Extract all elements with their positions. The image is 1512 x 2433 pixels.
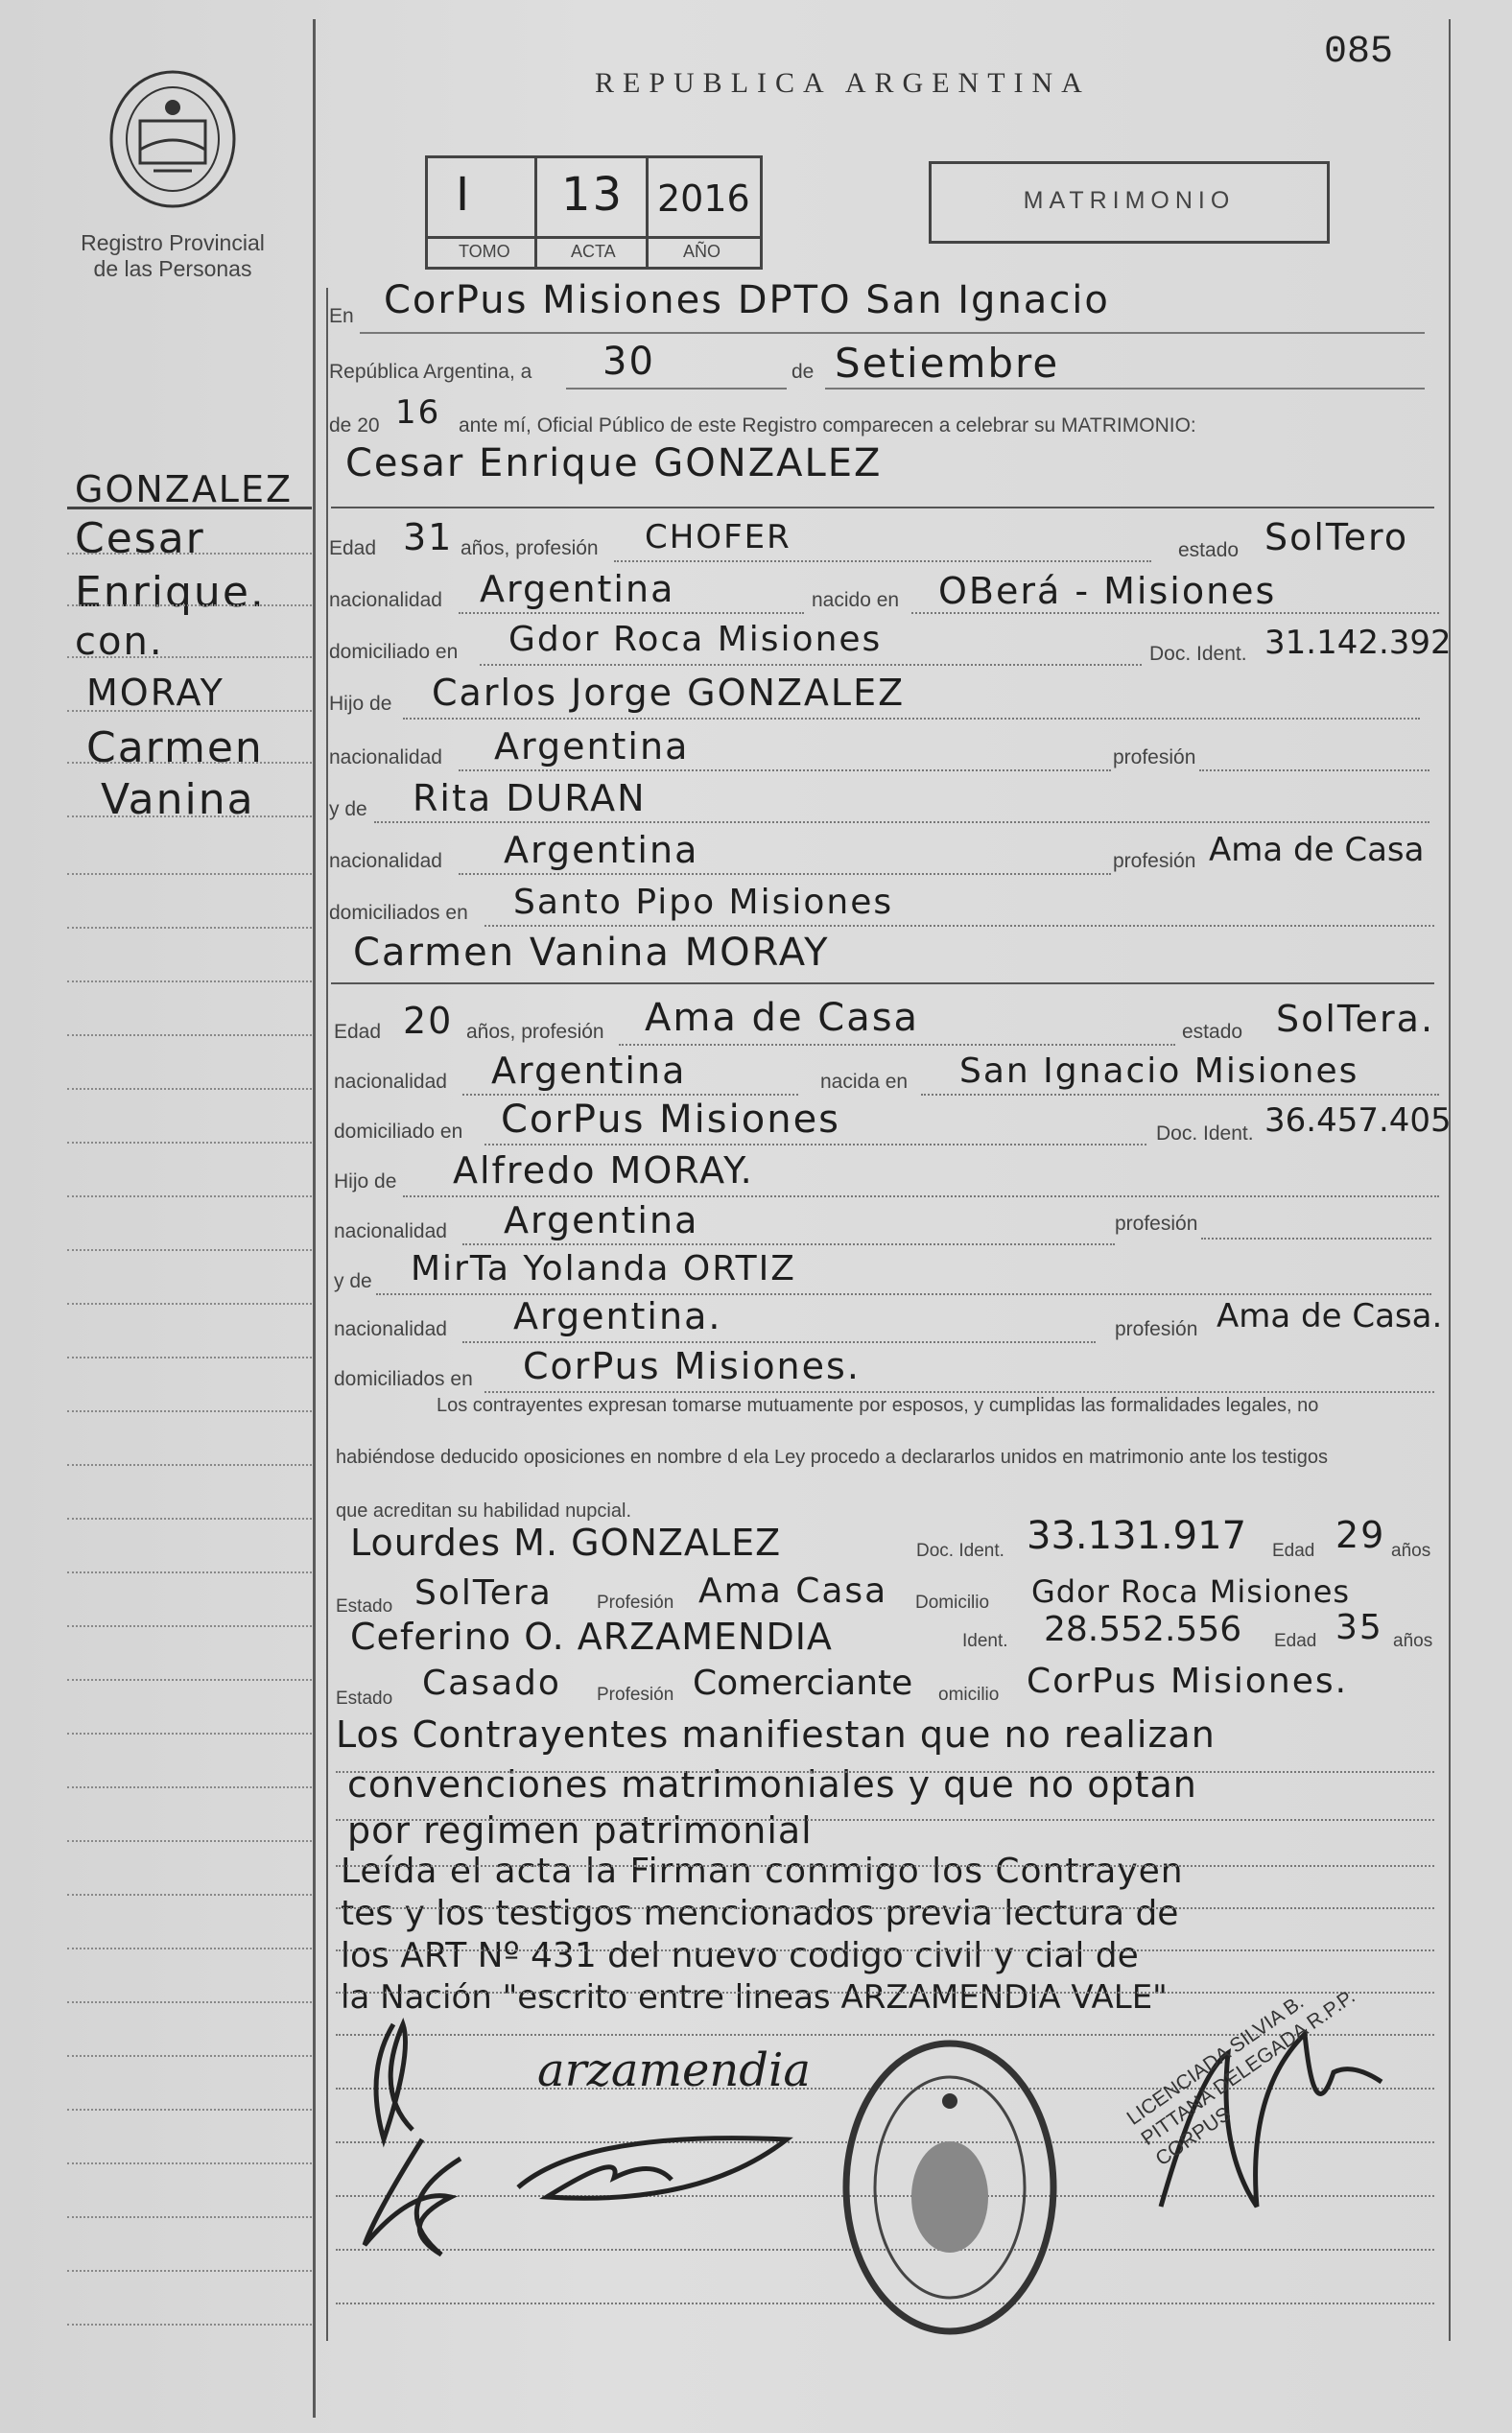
bride-mother-profession: Ama de Casa. <box>1217 1297 1443 1335</box>
place-value: CorPus Misiones DPTO San Ignacio <box>384 278 1110 322</box>
margin-rule <box>67 980 312 982</box>
groom-profession-line <box>614 560 1151 562</box>
record-box-divider-2 <box>646 155 649 267</box>
groom-age: 31 <box>403 516 454 558</box>
day-line <box>566 388 787 390</box>
y-de-label: y de <box>334 1270 372 1292</box>
day-value: 30 <box>602 340 655 384</box>
witness-domicilio-label: omicilio <box>938 1685 1000 1705</box>
groom-father: Carlos Jorge GONZALEZ <box>432 672 906 714</box>
witness-edad-label: Edad <box>1272 1541 1315 1561</box>
margin-rule <box>67 2001 312 2003</box>
margin-rule <box>67 1571 312 1573</box>
witness-doc-label: Ident. <box>962 1631 1008 1651</box>
witness-2-doc: 28.552.556 <box>1044 1610 1242 1649</box>
margin-rule <box>67 1840 312 1842</box>
witness-anos-label: años <box>1391 1541 1431 1561</box>
margin-rule <box>67 1034 312 1036</box>
margin-rule <box>67 815 312 817</box>
margin-rule <box>67 553 312 555</box>
groom-parents-address: Santo Pipo Misiones <box>513 883 894 922</box>
groom-parents-address-line <box>484 925 1434 927</box>
margin-rule <box>67 1088 312 1090</box>
groom-mother-nationality-line <box>459 873 1111 875</box>
doc-ident-label: Doc. Ident. <box>1156 1122 1254 1145</box>
nacionalidad-label: nacionalidad <box>329 746 442 768</box>
groom-birthplace: OBerá - Misiones <box>938 570 1277 612</box>
margin-note-line: Enrique. <box>75 568 266 617</box>
witness-2-profession: Comerciante <box>693 1664 913 1703</box>
bride-parents-address-line <box>484 1391 1434 1393</box>
nacionalidad-label: nacionalidad <box>334 1071 447 1093</box>
anos-profesion-label: años, profesión <box>466 1021 604 1043</box>
margin-rule <box>67 2162 312 2164</box>
bride-doc: 36.457.405 <box>1264 1101 1452 1140</box>
hijo-de-label: Hijo de <box>334 1170 397 1193</box>
witness-profesion-label: Profesión <box>597 1593 674 1613</box>
groom-father-line <box>403 718 1420 720</box>
witness-profesion-label: Profesión <box>597 1685 674 1705</box>
note-line: Los Contrayentes manifiestan que no realizan <box>336 1713 1216 1756</box>
declaration-line: Los contrayentes expresan tomarse mutuamente por esposos, y cumplidas las formalidades legales, no <box>437 1395 1319 1416</box>
de-label: de <box>791 361 815 383</box>
witness-edad-label: Edad <box>1274 1631 1317 1651</box>
bride-mother: MirTa Yolanda ORTIZ <box>411 1249 796 1288</box>
margin-rule <box>67 1786 312 1788</box>
profesion-label: profesión <box>1115 1318 1198 1340</box>
bride-father-line <box>403 1195 1439 1197</box>
groom-father-nationality-line <box>459 769 1111 771</box>
page-number: 085 <box>1324 31 1394 74</box>
bride-nationality-line <box>462 1094 798 1096</box>
note-line: Leída el acta la Firman conmigo los Contrayen <box>341 1852 1184 1891</box>
witness-2-age: 35 <box>1335 1608 1383 1647</box>
en-label: En <box>329 305 354 327</box>
groom-father-profession-line <box>1199 769 1429 771</box>
estado-label: estado <box>1178 539 1240 561</box>
witness-2-address: CorPus Misiones. <box>1027 1662 1349 1701</box>
bride-birthplace-line <box>921 1094 1439 1096</box>
witness-1-profession: Ama Casa <box>698 1571 888 1611</box>
note-line: por regimen patrimonial <box>347 1809 813 1852</box>
witness-anos-label: años <box>1393 1631 1433 1651</box>
groom-profession: CHOFER <box>645 518 791 556</box>
margin-divider <box>313 19 316 2418</box>
witness-2-status: Casado <box>422 1664 561 1703</box>
margin-note-line: Vanina <box>101 775 255 824</box>
nacionalidad-label: nacionalidad <box>329 589 442 611</box>
witness-2-name: Ceferino O. ARZAMENDIA <box>350 1616 833 1658</box>
profesion-label: profesión <box>1113 850 1196 872</box>
margin-rule <box>67 1948 312 1949</box>
signature-groom <box>355 2015 470 2149</box>
bride-father-nationality: Argentina <box>504 1199 699 1241</box>
provincial-seal-icon <box>106 67 240 211</box>
margin-note-line: Carmen <box>86 723 264 772</box>
note-line: la Nación "escrito entre lineas ARZAMENDIA VALE" <box>341 1978 1168 2017</box>
margin-rule <box>67 762 312 764</box>
ruled-line <box>336 1907 1434 1909</box>
intro-statement: ante mí, Oficial Público de este Registro comparecen a celebrar su MATRIMONIO: <box>459 414 1196 437</box>
bride-father: Alfredo MORAY. <box>453 1149 754 1192</box>
groom-mother: Rita DURAN <box>413 777 647 819</box>
nacionalidad-label: nacionalidad <box>329 850 442 872</box>
witness-estado-label: Estado <box>336 1689 393 1709</box>
record-box-divider-1 <box>534 155 537 267</box>
margin-note-line: con. <box>75 620 164 664</box>
domiciliado-label: domiciliado en <box>334 1121 463 1143</box>
bride-birthplace: San Ignacio Misiones <box>959 1051 1359 1091</box>
official-stamp-text: LICENCIADA SILVIA B. PITTANA DELEGADA R.P.P. CORPUS <box>1122 1985 1359 2171</box>
edad-label: Edad <box>334 1021 382 1043</box>
witness-doc-label: Doc. Ident. <box>916 1541 1004 1561</box>
margin-rule <box>67 1303 312 1305</box>
margin-note-line: MORAY <box>86 672 224 714</box>
month-line <box>825 388 1425 390</box>
groom-doc: 31.142.392 <box>1264 624 1452 662</box>
profesion-label: profesión <box>1115 1213 1198 1235</box>
domiciliados-label: domiciliados en <box>334 1368 473 1390</box>
margin-rule <box>67 2055 312 2057</box>
ano-value: 2016 <box>657 177 750 220</box>
margin-rule <box>67 1733 312 1735</box>
nacionalidad-label: nacionalidad <box>334 1318 447 1340</box>
witness-1-name: Lourdes M. GONZALEZ <box>350 1522 782 1564</box>
witness-estado-label: Estado <box>336 1596 393 1617</box>
year-suffix: 16 <box>395 393 441 432</box>
groom-nationality-line <box>459 612 804 614</box>
signature-witness <box>508 2120 796 2216</box>
estado-label: estado <box>1182 1021 1243 1043</box>
note-line: convenciones matrimoniales y que no optan <box>347 1763 1197 1806</box>
acta-label: ACTA <box>571 242 616 261</box>
witness-1-address: Gdor Roca Misiones <box>1031 1573 1351 1610</box>
groom-mother-profession: Ama de Casa <box>1209 831 1425 869</box>
place-line <box>360 332 1425 334</box>
margin-rule <box>67 1464 312 1466</box>
tomo-label: TOMO <box>459 242 510 261</box>
bride-father-profession-line <box>1201 1238 1431 1240</box>
anos-profesion-label: años, profesión <box>461 537 599 559</box>
witness-1-doc: 33.131.917 <box>1027 1514 1247 1558</box>
margin-rule <box>67 2216 312 2218</box>
witness-domicilio-label: Domicilio <box>915 1593 990 1613</box>
ruled-line <box>336 1771 1434 1773</box>
bride-status: SolTera. <box>1276 998 1435 1040</box>
margin-rule <box>67 656 312 658</box>
witness-signature-text: arzamendia <box>537 2043 811 2097</box>
ruled-line <box>336 1992 1434 1994</box>
year-prefix: de 20 <box>329 414 380 437</box>
groom-mother-line <box>374 821 1429 823</box>
registry-name: Registro Provincial de las Personas <box>81 230 265 281</box>
groom-father-nationality: Argentina <box>494 725 690 768</box>
bride-profession-line <box>619 1044 1175 1046</box>
margin-rule <box>67 1249 312 1251</box>
bride-parents-address: CorPus Misiones. <box>523 1345 861 1387</box>
margin-rule <box>67 873 312 875</box>
nacida-en-label: nacida en <box>820 1071 909 1093</box>
bride-father-nationality-line <box>462 1243 1115 1245</box>
bride-address-line <box>484 1144 1146 1146</box>
margin-rule <box>67 2270 312 2272</box>
witness-1-status: SolTera <box>414 1573 553 1613</box>
margin-rule <box>67 710 312 712</box>
groom-nationality: Argentina <box>480 568 675 610</box>
declaration-line: habiéndose deducido oposiciones en nombre d ela Ley procedo a declararlos unidos en matrimonio ante los testigos <box>336 1447 1328 1468</box>
margin-rule <box>67 1195 312 1197</box>
bride-age: 20 <box>403 1000 454 1042</box>
margin-rule <box>67 927 312 929</box>
margin-rule <box>67 1518 312 1520</box>
official-seal-stamp <box>839 2034 1060 2341</box>
margin-rule <box>67 1894 312 1896</box>
month-value: Setiembre <box>835 340 1060 387</box>
edad-label: Edad <box>329 537 377 559</box>
domiciliado-label: domiciliado en <box>329 641 459 663</box>
margin-rule <box>67 2324 312 2326</box>
declaration-line: que acreditan su habilidad nupcial. <box>336 1500 631 1522</box>
hijo-de-label: Hijo de <box>329 693 392 715</box>
ano-label: AÑO <box>683 242 721 261</box>
body-right-border <box>1449 19 1451 2341</box>
groom-birthplace-line <box>911 612 1439 614</box>
signature-bride <box>355 2130 489 2264</box>
note-line: los ART Nº 431 del nuevo codigo civil y cial de <box>341 1936 1139 1975</box>
groom-status: SolTero <box>1264 516 1409 558</box>
margin-note-line: GONZALEZ <box>75 468 294 510</box>
acta-value: 13 <box>561 168 625 222</box>
margin-rule <box>67 604 312 606</box>
bride-mother-nationality: Argentina. <box>513 1295 722 1337</box>
tomo-value: I <box>456 168 472 222</box>
bride-nationality: Argentina <box>491 1050 687 1092</box>
doc-ident-label: Doc. Ident. <box>1149 643 1247 665</box>
groom-mother-nationality: Argentina <box>504 829 699 871</box>
record-box-label-row <box>425 236 760 239</box>
note-line: tes y los testigos mencionados previa lectura de <box>341 1894 1179 1933</box>
nacionalidad-label: nacionalidad <box>334 1220 447 1242</box>
ruled-line <box>336 1949 1434 1951</box>
section-rule <box>331 507 1434 508</box>
bride-name: Carmen Vanina MORAY <box>353 931 830 975</box>
bride-profession: Ama de Casa <box>645 996 920 1040</box>
act-type: MATRIMONIO <box>1023 187 1236 214</box>
margin-rule <box>67 1410 312 1412</box>
section-rule <box>331 982 1434 984</box>
domiciliados-label: domiciliados en <box>329 902 468 924</box>
margin-note-line: Cesar <box>75 514 205 563</box>
groom-address: Gdor Roca Misiones <box>508 620 883 659</box>
groom-address-line <box>480 664 1142 666</box>
margin-rule <box>67 2109 312 2111</box>
country-title: REPUBLICA ARGENTINA <box>595 67 1091 99</box>
bride-mother-nationality-line <box>462 1341 1096 1343</box>
profesion-label: profesión <box>1113 746 1196 768</box>
groom-name: Cesar Enrique GONZALEZ <box>345 441 883 485</box>
ruled-line <box>336 1865 1434 1867</box>
republica-label: República Argentina, a <box>329 361 532 383</box>
margin-rule <box>67 1357 312 1358</box>
margin-rule <box>67 1142 312 1144</box>
bride-address: CorPus Misiones <box>501 1098 841 1142</box>
nacido-en-label: nacido en <box>812 589 900 611</box>
margin-rule <box>67 1625 312 1627</box>
body-left-border <box>326 288 328 2341</box>
ruled-line <box>336 1819 1434 1821</box>
witness-1-age: 29 <box>1335 1514 1386 1556</box>
y-de-label: y de <box>329 798 367 820</box>
margin-rule <box>67 1679 312 1681</box>
